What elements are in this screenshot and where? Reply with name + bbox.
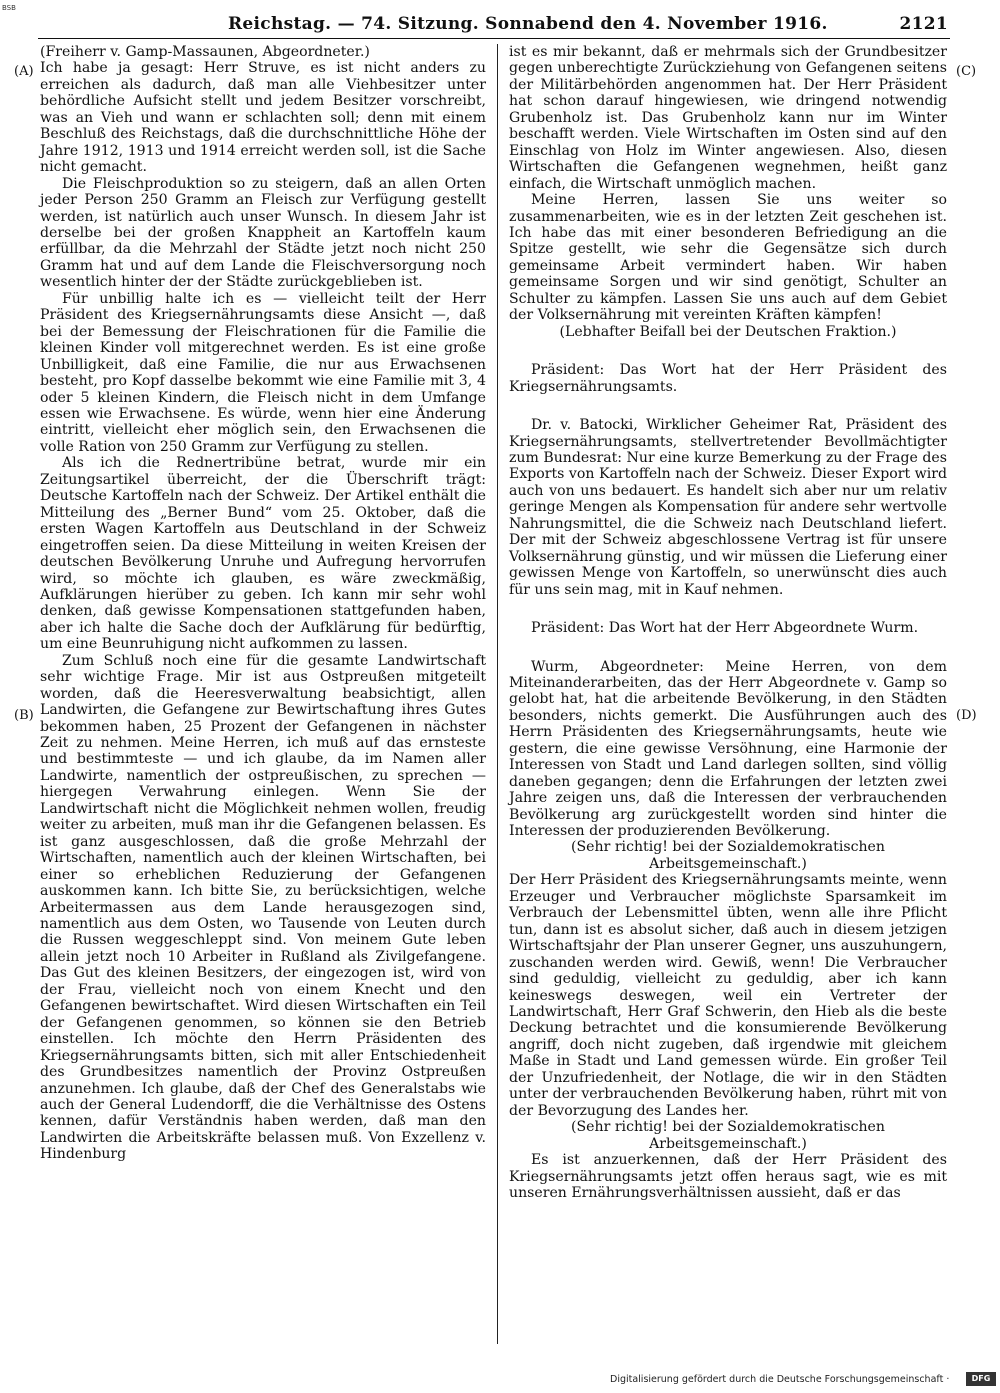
president-remark: Präsident: Das Wort hat der Herr Abgeordnete Wurm. [531, 620, 919, 637]
page-number: 2121 [899, 14, 948, 34]
digitization-footer: Digitalisierung gefördert durch die Deutsche Forschungsgemeinschaft · [610, 1374, 950, 1385]
applause-note: (Lebhafter Beifall bei der Deutschen Fraktion.) [559, 323, 897, 340]
paragraph: Für unbillig halte ich es — vielleicht teilt der Herr Präsident des Kriegsernährungsamts diese Ansicht —, daß bei der Bemessung der Fleischrationen für die Familie die kleinen Kinder voll mitgerechnet werden. Es ist eine große Unbilligkeit, daß eine Familie, die nur aus Erwachsenen besteht, pro Kopf dasselbe bekommt wie eine Familie mit 3, 4 oder 5 kleinen Kindern, die Fleisch nicht in dem Umfange essen wie Erwachsene. Es würde, wenn hier eine Änderung eintritt, vielleicht eher möglich sein, den Erwachsenen die volle Ration von 250 Gramm zur Verfügung zu stellen. [40, 290, 486, 455]
paragraph: Der Herr Präsident des Kriegsernährungsamts meinte, wenn Erzeuger und Verbraucher möglichste Sparsamkeit im Verbrauch der Lebensmittel übten, wenn alle ihre Pflicht tun, dann ist es absolut sicher, daß auch in diesem jetzigen Wirtschaftsjahr der Plan unserer Gegner, uns auszuhungern, zuschanden werden wird. Gewiß, wenn! Die Verbraucher sind geduldig, vielleicht zu geduldig, aber ich kann keineswegs deswegen, weil ein Vertreter der Landwirtschaft, Herr Graf Schwerin, den Hieb als die beste Deckung betrachtet und die konsumierende Bevölkerung angriff, doch nicht zugeben, daß irgendwie mit gleichem Maße in Stadt und Land gemessen würde. Ein großer Teil der Unzufriedenheit, der Notlage, die wir in den Städten unter der verbrauchenden Bevölkerung haben, rührt mit von der Bevorzugung des Landes her. [509, 872, 947, 1119]
interjection-note: (Sehr richtig! bei der Sozialdemokratischen Arbeitsgemeinschaft.) [571, 839, 885, 872]
margin-marker-d: (D) [956, 708, 977, 723]
paragraph: Ich habe ja gesagt: Herr Struve, es ist nicht anders zu erreichen als dadurch, daß man alle Viehbesitzer unter behördliche Aufsicht stellt und jedem Besitzer vorschreibt, was an Vieh und wann er schlachten soll; denn mit einem Beschluß des Reichstags, daß die durchschnittliche Höhe der Jahre 1912, 1913 und 1914 erreicht werden soll, ist die Sache nicht gemacht. [40, 60, 486, 176]
header-title: Reichstag. — 74. Sitzung. Sonnabend den 4. November 1916. [228, 14, 828, 34]
speaker-continuation: (Freiherr v. Gamp-Massaunen, Abgeordneter.) [40, 44, 370, 60]
president-remark: Präsident: Das Wort hat der Herr Präsident des Kriegsernährungsamts. [509, 362, 947, 395]
page-header [38, 10, 950, 40]
paragraph: Als ich die Rednertribüne betrat, wurde mir ein Zeitungsartikel überreicht, der die Überschrift trägt: Deutsche Kartoffeln nach der Schweiz. Der Artikel enthält die Mitteilung des „Berner Bund“ vom 25. Oktober, daß die ersten Wagen Kartoffeln aus Deutschland in der Schweiz eingetroffen seien. Da diese Mitteilung in weiten Kreisen der deutschen Bevölkerung Unruhe und Aufregung hervorrufen wird, so möchte ich glauben, es wäre zweckmäßig, Aufklärungen hierüber zu geben. Ich kann mir sehr wohl denken, daß gewisse Kompensationen stattgefunden haben, aber ich halte die Sache doch der Aufklärung für bedürftig, um eine Beunruhigung nicht aufkommen zu lassen. [40, 455, 486, 653]
margin-marker-b: (B) [14, 708, 34, 723]
right-column [509, 44, 947, 1201]
paragraph: Zum Schluß noch eine für die gesamte Landwirtschaft sehr wichtige Frage. Mir ist aus Ostpreußen mitgeteilt worden, daß die Heeresverwaltung beabsichtigt, allen Landwirten, die Gefangene zur Bewirtschaftung ihres Gutes bekommen haben, 25 Prozent der Gefangenen in nächster Zeit zu nehmen. Meine Herren, ich muß auf das ernsteste und bestimmteste — und ich glaube, da im Namen aller Landwirte, namentlich der ostpreußischen, zu sprechen — hiergegen Verwahrung einlegen. Wenn Sie der Landwirtschaft nicht die Möglichkeit nehmen wollen, freudig weiter zu arbeiten, muß man ihr die Gefangenen belassen. Es ist ganz ausgeschlossen, daß die große Mehrzahl der Wirtschaften, namentlich auch der kleinen Wirtschaften, bei einer so erheblichen Reduzierung der Gefangenen auskommen kann. Ich bitte Sie, zu berücksichtigen, welche Arbeitermassen aus dem Lande herausgezogen sind, namentlich aus dem Osten, wo Tausende von Leuten durch die Russen weggeschleppt sind. Von meinem Gute leben allein jetzt noch 10 Arbeiter in Rußland als Zivilgefangene. Das Gut des kleinen Besitzers, der eingezogen ist, wird von der Frau, vielleicht noch von einem Knecht und den Gefangenen bewirtschaftet. Wird diesen Wirtschaften ein Teil der Gefangenen genommen, so können sie den Betrieb einstellen. Ich möchte den Herrn Präsidenten des Kriegsernährungsamts bitten, sich mit aller Entschiedenheit des Grundbesitzes namentlich der Provinz Ostpreußen anzunehmen. Ich glaube, daß der Chef des Generalstabs wie auch der General Ludendorff, die die Verhältnisse des Ostens kennen, dafür Verständnis haben werden, daß man den Landwirten die Arbeitskräfte belassen muß. Von Exzellenz v. Hindenburg [40, 652, 486, 1163]
dfg-logo: DFG [966, 1372, 996, 1386]
paragraph: Meine Herren, lassen Sie uns weiter so zusammenarbeiten, wie es in der letzten Zeit geschehen ist. Ich habe das mit einer besonderen Befriedigung an die Spitze gestellt, wie sehr die Gegensätze sich durch gemeinsame Arbeit vermindert haben. Wir haben gemeinsame Sorgen und wir sind genötigt, Schulter an Schulter zu kämpfen. Lassen Sie uns auch auf dem Gebiet der Volksernährung mit vereinten Kräften kämpfen! [509, 192, 947, 324]
bsb-corner-label: BSB [2, 4, 16, 12]
margin-marker-a: (A) [14, 64, 34, 79]
margin-marker-c: (C) [956, 64, 977, 79]
paragraph: Es ist anzuerkennen, daß der Herr Präsident des Kriegsernährungsamts jetzt offen heraus sagt, wie es mit unseren Ernährungsverhältnissen aussieht, daß er das [509, 1152, 947, 1201]
paragraph: Die Fleischproduktion so zu steigern, daß an allen Orten jeder Person 250 Gramm an Fleisch zur Verfügung gestellt werden, ist natürlich auch unser Wunsch. In diesem Jahr ist derselbe bei der großen Knappheit an Kartoffeln kaum erfüllbar, da die Mehrzahl der Städte jetzt noch nicht 250 Gramm hat und auf dem Lande die Fleischversorgung noch wesentlich hinter der der Städte zurückgeblieben ist. [40, 175, 486, 291]
header-rule [38, 38, 950, 39]
paragraph: Dr. v. Batocki, Wirklicher Geheimer Rat, Präsident des Kriegsernährungsamts, stellvertretender Bevollmächtigter zum Bundesrat: Nur eine kurze Bemerkung zu der Frage des Exports von Kartoffeln nach der Schweiz. Dieser Export wird auch von uns bedauert. Es handelt sich aber nur um relativ geringe Mengen als Kompensation für andere sehr wertvolle Nahrungsmittel, die die Schweiz nach Deutschland liefert. Der mit der Schweiz abgeschlossene Vertrag ist für unsere Volksernährung günstig, und wir müssen die Lieferung einer gewissen Menge von Kartoffeln, so unerwünscht dies auch für uns sein mag, mit in Kauf nehmen. [509, 417, 947, 598]
paragraph: Wurm, Abgeordneter: Meine Herren, von dem Miteinanderarbeiten, das der Herr Abgeordnete v. Gamp so gelobt hat, hat die arbeitende Bevölkerung, in den Städten besonders, nichts gemerkt. Die Ausführungen auch des Herrn Präsidenten des Kriegsernährungsamts, heute wie gestern, die eine gewisse Versöhnung, eine Harmonie der Interessen von Stadt und Land darlegen sollten, sind völlig daneben gegangen; denn die Erfahrungen der letzten zwei Jahre zeigen uns, daß die Interessen der verbrauchenden Bevölkerung arg zurückgestellt worden sind hinter die Interessen der produzierenden Bevölkerung. [509, 658, 947, 840]
left-column [40, 44, 486, 1163]
interjection-note: (Sehr richtig! bei der Sozialdemokratischen Arbeitsgemeinschaft.) [571, 1119, 885, 1152]
column-divider [497, 44, 498, 1344]
paragraph: ist es mir bekannt, daß er mehrmals sich der Grundbesitzer gegen unberechtigte Zurückziehung von Gefangenen seitens der Militärbehörden angenommen hat. Der Herr Präsident hat schon darauf hingewiesen, wie dringend notwendig Grubenholz ist. Das Grubenholz kann nur im Winter beschafft werden. Viele Wirtschaften im Osten sind auf den Einschlag von Holz im Winter angewiesen. Also, diesen Wirtschaften die Gefangenen wegnehmen, heißt ganz einfach, die Wirtschaft unmöglich machen. [509, 44, 947, 192]
